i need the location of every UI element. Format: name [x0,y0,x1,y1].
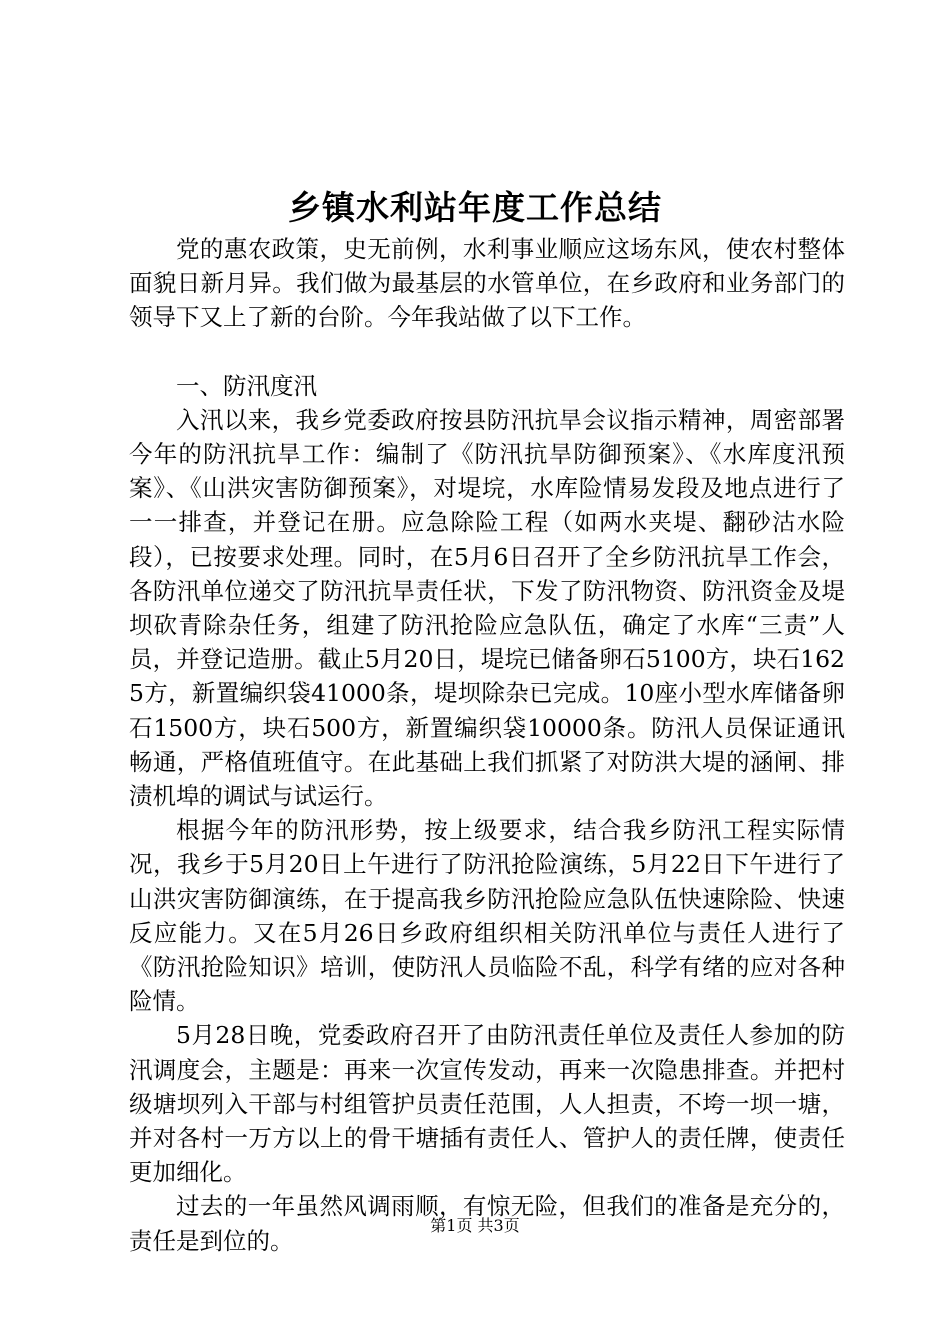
paragraph-flood-preparation: 入汛以来，我乡党委政府按县防汛抗旱会议指示精神，周密部署今年的防汛抗旱工作：编制了《防汛抗旱防御预案》、《水库度汛预案》、《山洪灾害防御预案》，对堤垸，水库险情易发段及地点进行了一一排查，并登记在册。应急除险工程（如两水夹堤、翻砂沽水险段），已按要求处理。同时，在5月6日召开了全乡防汛抗旱工作会，各防汛单位递交了防汛抗旱责任状，下发了防汛物资、防汛资金及堤坝砍青除杂任务，组建了防汛抢险应急队伍，确定了水库“三责”人员，并登记造册。截止5月20日，堤垸已储备卵石5100方，块石1625方，新置编织袋41000条，堤坝除杂已完成。10座小型水库储备卵石1500方，块石500方，新置编织袋10000条。防汛人员保证通讯畅通，严格值班值守。在此基础上我们抓紧了对防洪大堤的涵闸、排渍机埠的调试与试运行。 [129,405,845,811]
paragraph-dispatch-meeting: 5月28日晚，党委政府召开了由防汛责任单位及责任人参加的防汛调度会，主题是：再来一次宣传发动，再来一次隐患排查。并把村级塘坝列入干部与村组管护员责任范围，人人担责，不垮一坝一塘，并对各村一万方以上的骨干塘插有责任人、管护人的责任牌，使责任更加细化。 [129,1021,845,1187]
page-footer: 第1页 共3页 [430,1216,520,1235]
paragraph-drills-training: 根据今年的防汛形势，按上级要求，结合我乡防汛工程实际情况，我乡于5月20日上午进行了防汛抢险演练，5月22日下午进行了山洪灾害防御演练，在于提高我乡防汛抢险应急队伍快速除险、快速反应能力。又在5月26日乡政府组织相关防汛单位与责任人进行了《防汛抢险知识》培训，使防汛人员临险不乱，科学有绪的应对各种险情。 [129,816,845,1016]
document-body [129,232,845,1258]
document-title: 乡镇水利站年度工作总结 [288,188,662,227]
blank-line [129,335,845,369]
paragraph-intro: 党的惠农政策，史无前例，水利事业顺应这场东风，使农村整体面貌日新月异。我们做为最基层的水管单位，在乡政府和业务部门的领导下又上了新的台阶。今年我站做了以下工作。 [129,235,845,332]
paragraph-summary: 过去的一年虽然风调雨顺，有惊无险，但我们的准备是充分的，责任是到位的。 [129,1192,845,1255]
section-heading-flood-control: 一、防汛度汛 [176,371,317,400]
